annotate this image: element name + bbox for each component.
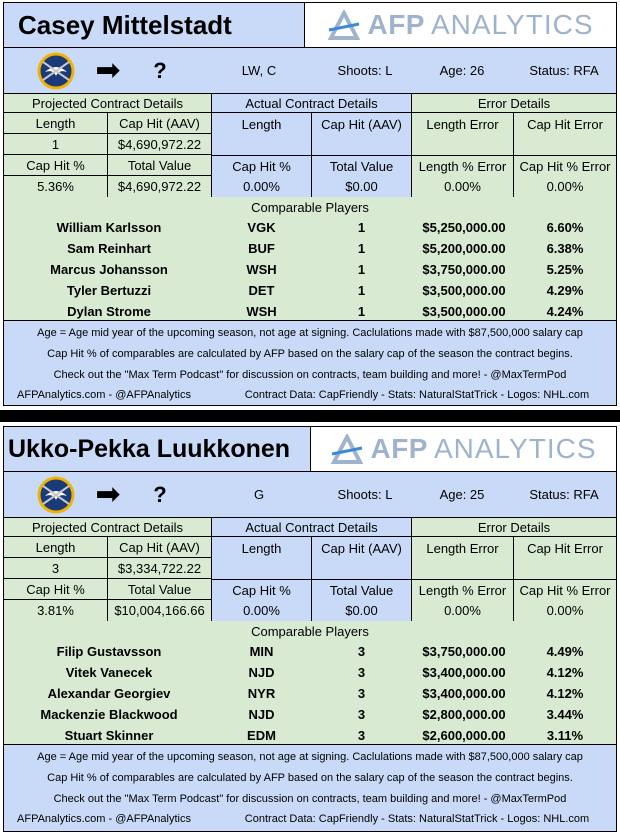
- section-header-row: [4, 518, 616, 537]
- comparable-cap-hit: $5,200,000.00: [422, 241, 506, 256]
- projected-cap-pct-label: Cap Hit %: [4, 155, 107, 176]
- comparable-row: [4, 662, 616, 683]
- player-shoots: Shoots: L: [337, 63, 393, 78]
- buffalo-sabres-logo-icon: [35, 476, 77, 514]
- actual-cap-hit-label: Cap Hit (AAV): [311, 113, 411, 155]
- projected-header: Projected Contract Details: [4, 94, 211, 112]
- note-age: Age = Age mid year of the upcoming season, not age at signing. Caclulations made with $87,500,000 salary cap: [37, 751, 583, 763]
- actual-cap-pct-label: Cap Hit %: [211, 579, 311, 600]
- actual-header: Actual Contract Details: [211, 518, 411, 536]
- cap-hit-error-label: Cap Hit Error: [513, 537, 616, 579]
- comparable-length: 3: [357, 644, 366, 659]
- comparable-length: 3: [357, 728, 366, 743]
- title-row: [4, 427, 616, 472]
- note-podcast: Check out the "Max Term Podcast" for discussion on contracts, team building and more! - @MaxTermPod: [53, 369, 567, 381]
- projected-total-value: $10,004,166.66: [107, 600, 211, 621]
- arrow-icon: ➡: [95, 53, 121, 88]
- actual-cap-hit-label: Cap Hit (AAV): [311, 537, 411, 579]
- comparables-title: Comparable Players: [251, 623, 369, 639]
- card-separator: [0, 410, 620, 422]
- projected-cap-pct-value: 3.81%: [4, 600, 107, 621]
- analytics-wordmark: ANALYTICS: [430, 9, 594, 40]
- comparable-team: WSH: [246, 262, 277, 277]
- projected-length-value: 1: [4, 134, 107, 155]
- projected-cap-pct-label: Cap Hit %: [4, 579, 107, 600]
- comparable-cap-hit: $3,750,000.00: [422, 262, 506, 277]
- actual-header: Actual Contract Details: [211, 94, 411, 112]
- length-pct-error-value: 0.00%: [411, 600, 513, 621]
- error-header: Error Details: [411, 518, 616, 536]
- player-age: Age: 26: [439, 63, 485, 78]
- length-error-label: Length Error: [411, 537, 513, 579]
- afp-logo-icon: [330, 434, 364, 464]
- footer-right: Contract Data: CapFriendly - Stats: NaturalStatTrick - Logos: NHL.com: [244, 813, 590, 825]
- cap-hit-pct-error-label: Cap Hit % Error: [513, 579, 616, 600]
- footer-right: Contract Data: CapFriendly - Stats: NaturalStatTrick - Logos: NHL.com: [244, 389, 590, 401]
- note-age: Age = Age mid year of the upcoming season, not age at signing. Caclulations made with $87,500,000 salary cap: [37, 327, 583, 339]
- actual-total-value: $0.00: [311, 600, 411, 621]
- footer-left: AFPAnalytics.com - @AFPAnalytics: [17, 389, 191, 401]
- comparable-length: 3: [357, 707, 366, 722]
- projected-total-value-label: Total Value: [107, 579, 211, 600]
- actual-length-label: Length: [211, 537, 311, 579]
- comparable-row: [4, 725, 616, 746]
- title-row: [4, 3, 616, 48]
- projected-cap-hit-value: $3,334,722.22: [107, 558, 211, 579]
- comparable-row: [4, 704, 616, 725]
- buffalo-sabres-logo-icon: [35, 52, 77, 90]
- player-position: LW, C: [241, 63, 277, 78]
- note-cap-hit: Cap Hit % of comparables are calculated by AFP based on the salary cap of the season the contract begins.: [47, 348, 573, 360]
- comparable-name: Alexandar Georgiev: [47, 686, 171, 701]
- comparables-title: Comparable Players: [251, 199, 369, 215]
- actual-cap-pct-value: 0.00%: [211, 600, 311, 621]
- note-cap-hit: Cap Hit % of comparables are calculated by AFP based on the salary cap of the season the contract begins.: [47, 772, 573, 784]
- unknown-team: ?: [153, 481, 167, 507]
- comparable-cap-pct: 4.12%: [546, 665, 584, 680]
- length-pct-error-label: Length % Error: [411, 579, 513, 600]
- afp-wordmark: AFP: [370, 433, 428, 464]
- comparable-team: NYR: [247, 686, 276, 701]
- unknown-team: ?: [153, 57, 167, 83]
- comparable-cap-pct: 3.11%: [546, 728, 584, 743]
- comparable-row: [4, 259, 616, 280]
- comparable-row: [4, 280, 616, 301]
- actual-cap-pct-label: Cap Hit %: [211, 155, 311, 176]
- player-status: Status: RFA: [529, 487, 599, 502]
- length-pct-error-label: Length % Error: [411, 155, 513, 176]
- error-header: Error Details: [411, 94, 616, 112]
- projected-total-value: $4,690,972.22: [107, 176, 211, 197]
- details-block: [4, 113, 616, 197]
- afp-logo-icon: [327, 10, 361, 40]
- player-shoots: Shoots: L: [337, 487, 393, 502]
- comparable-name: Vitek Vanecek: [65, 665, 153, 680]
- comparable-length: 1: [357, 241, 366, 256]
- projected-cap-hit-label: Cap Hit (AAV): [107, 113, 211, 134]
- projected-length-label: Length: [4, 113, 107, 134]
- note-podcast: Check out the "Max Term Podcast" for discussion on contracts, team building and more! - @MaxTermPod: [53, 793, 567, 805]
- afp-analytics-logo: [310, 427, 616, 471]
- comparable-cap-pct: 4.12%: [546, 686, 584, 701]
- comparables-section: [4, 197, 616, 321]
- length-pct-error-value: 0.00%: [411, 176, 513, 197]
- comparable-cap-pct: 3.44%: [546, 707, 584, 722]
- info-row: [4, 472, 616, 518]
- footer-left: AFPAnalytics.com - @AFPAnalytics: [17, 813, 191, 825]
- projected-header: Projected Contract Details: [4, 518, 211, 536]
- actual-cap-pct-value: 0.00%: [211, 176, 311, 197]
- comparable-team: DET: [248, 283, 275, 298]
- comparable-team: NJD: [248, 707, 275, 722]
- comparable-cap-hit: $3,400,000.00: [422, 686, 506, 701]
- player-status: Status: RFA: [529, 63, 599, 78]
- comparable-row: [4, 217, 616, 238]
- cap-hit-pct-error-label: Cap Hit % Error: [513, 155, 616, 176]
- comparable-row: [4, 641, 616, 662]
- comparable-team: EDM: [247, 728, 276, 743]
- comparable-name: Sam Reinhart: [67, 241, 151, 256]
- comparable-team: VGK: [247, 220, 276, 235]
- comparable-cap-pct: 4.24%: [546, 304, 584, 319]
- comparable-team: WSH: [246, 304, 277, 319]
- player-position: G: [253, 487, 265, 502]
- section-header-row: [4, 94, 616, 113]
- comparable-cap-pct: 6.38%: [546, 241, 584, 256]
- comparable-team: MIN: [249, 644, 274, 659]
- player-age: Age: 25: [439, 487, 485, 502]
- comparable-row: [4, 238, 616, 259]
- comparable-cap-hit: $2,800,000.00: [422, 707, 506, 722]
- info-row: [4, 48, 616, 94]
- actual-total-value: $0.00: [311, 176, 411, 197]
- notes-section: [4, 321, 616, 405]
- comparable-cap-pct: 6.60%: [546, 220, 584, 235]
- comparable-cap-hit: $3,400,000.00: [422, 665, 506, 680]
- comparable-cap-hit: $3,500,000.00: [422, 283, 506, 298]
- arrow-icon: ➡: [95, 477, 121, 512]
- comparable-name: Marcus Johansson: [50, 262, 168, 277]
- comparable-cap-hit: $3,500,000.00: [422, 304, 506, 319]
- comparable-cap-hit: $5,250,000.00: [422, 220, 506, 235]
- details-block: [4, 537, 616, 621]
- comparable-length: 1: [357, 220, 366, 235]
- comparable-row: [4, 683, 616, 704]
- notes-section: [4, 745, 616, 829]
- projected-cap-hit-value: $4,690,972.22: [107, 134, 211, 155]
- comparable-name: Stuart Skinner: [64, 728, 154, 743]
- comparable-team: NJD: [248, 665, 275, 680]
- projected-cap-hit-label: Cap Hit (AAV): [107, 537, 211, 558]
- comparable-cap-pct: 4.29%: [546, 283, 584, 298]
- team-logo: [34, 472, 78, 517]
- comparable-length: 1: [357, 283, 366, 298]
- comparable-name: Filip Gustavsson: [56, 644, 162, 659]
- afp-analytics-logo: [304, 3, 616, 47]
- comparable-name: Tyler Bertuzzi: [66, 283, 152, 298]
- comparable-row: [4, 301, 616, 322]
- projected-length-label: Length: [4, 537, 107, 558]
- projected-total-value-label: Total Value: [107, 155, 211, 176]
- comparable-cap-hit: $3,750,000.00: [422, 644, 506, 659]
- comparable-length: 1: [357, 304, 366, 319]
- comparable-length: 1: [357, 262, 366, 277]
- analytics-wordmark: ANALYTICS: [433, 433, 597, 464]
- comparable-name: Dylan Strome: [67, 304, 151, 319]
- cap-hit-pct-error-value: 0.00%: [513, 176, 616, 197]
- comparable-team: BUF: [248, 241, 275, 256]
- cap-hit-pct-error-value: 0.00%: [513, 600, 616, 621]
- player-name: Casey Mittelstadt: [18, 9, 232, 40]
- actual-total-value-label: Total Value: [311, 579, 411, 600]
- team-logo: [34, 48, 78, 93]
- comparables-section: [4, 621, 616, 745]
- comparable-name: William Karlsson: [56, 220, 162, 235]
- afp-wordmark: AFP: [367, 9, 425, 40]
- comparable-length: 3: [357, 665, 366, 680]
- comparable-cap-hit: $2,600,000.00: [422, 728, 506, 743]
- comparable-name: Mackenzie Blackwood: [40, 707, 178, 722]
- contract-card-1: [3, 2, 617, 406]
- comparable-cap-pct: 5.25%: [546, 262, 584, 277]
- comparable-length: 3: [357, 686, 366, 701]
- contract-card-2: [3, 426, 617, 832]
- player-name: Ukko-Pekka Luukkonen: [8, 434, 291, 463]
- cap-hit-error-label: Cap Hit Error: [513, 113, 616, 155]
- projected-length-value: 3: [4, 558, 107, 579]
- comparable-cap-pct: 4.49%: [546, 644, 584, 659]
- length-error-label: Length Error: [411, 113, 513, 155]
- actual-length-label: Length: [211, 113, 311, 155]
- actual-total-value-label: Total Value: [311, 155, 411, 176]
- projected-cap-pct-value: 5.36%: [4, 176, 107, 197]
